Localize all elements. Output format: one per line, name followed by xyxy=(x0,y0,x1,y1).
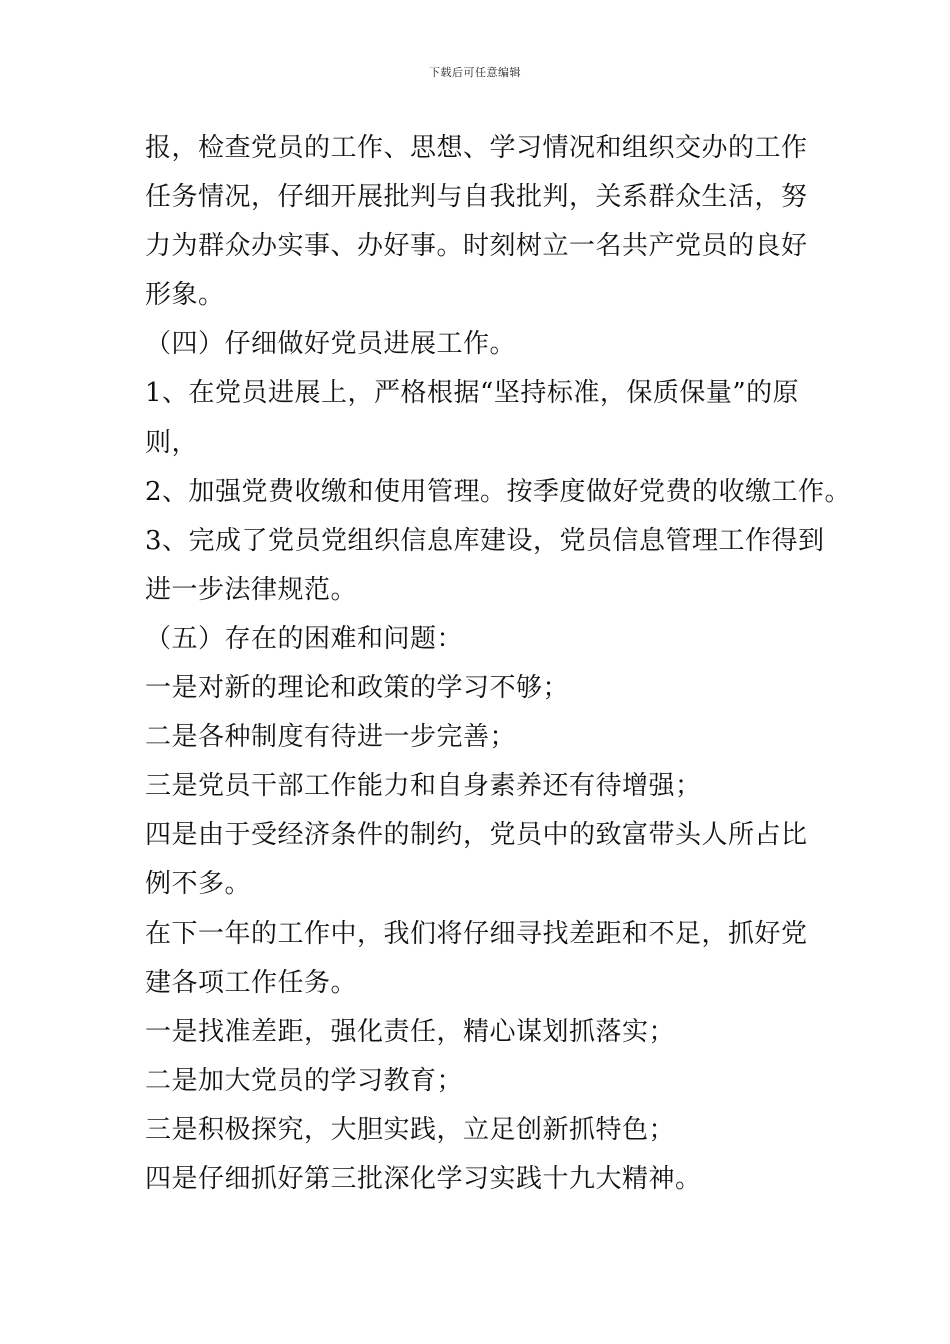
section-heading: （五）存在的困难和问题： xyxy=(145,623,464,654)
text-line: 建各项工作任务。 xyxy=(145,967,358,998)
section-heading: （四）仔细做好党员进展工作。 xyxy=(145,329,517,360)
text-line: 例不多。 xyxy=(145,869,252,900)
page-header: 下载后可任意编辑 xyxy=(429,66,521,79)
text-line: 四是仔细抓好第三批深化学习实践十九大精神。 xyxy=(145,1163,702,1194)
text-line: 报，检查党员的工作、思想、学习情况和组织交办的工作 xyxy=(145,133,808,163)
text-line: 3、完成了党员党组织信息库建设，党员信息管理工作得到 xyxy=(145,525,825,556)
text-line: 四是由于受经济条件的制约，党员中的致富带头人所占比 xyxy=(145,820,808,851)
text-line: 二是加大党员的学习教育； xyxy=(145,1065,464,1096)
text-line: 一是对新的理论和政策的学习不够； xyxy=(145,673,570,704)
text-line: 力为群众办实事、办好事。时刻树立一名共产党员的良好 xyxy=(145,231,808,262)
text-line: 则， xyxy=(145,427,199,458)
text-line: 1、在党员进展上，严格根据“坚持标准，保质保量”的原 xyxy=(145,378,800,409)
text-line: 在下一年的工作中，我们将仔细寻找差距和不足，抓好党 xyxy=(145,918,808,949)
text-line: 三是积极探究，大胆实践，立足创新抓特色； xyxy=(145,1114,676,1145)
text-line: 二是各种制度有待进一步完善； xyxy=(145,722,517,753)
text-line: 2、加强党费收缴和使用管理。按季度做好党费的收缴工作。 xyxy=(145,476,852,507)
text-line: 进一步法律规范。 xyxy=(145,574,358,605)
text-line: 一是找准差距，强化责任，精心谋划抓落实； xyxy=(145,1016,676,1047)
text-line: 任务情况，仔细开展批判与自我批判，关系群众生活，努 xyxy=(145,182,808,213)
document-body xyxy=(145,124,852,1204)
text-line: 形象。 xyxy=(145,280,225,311)
text-line: 三是党员干部工作能力和自身素养还有待增强； xyxy=(145,771,702,802)
